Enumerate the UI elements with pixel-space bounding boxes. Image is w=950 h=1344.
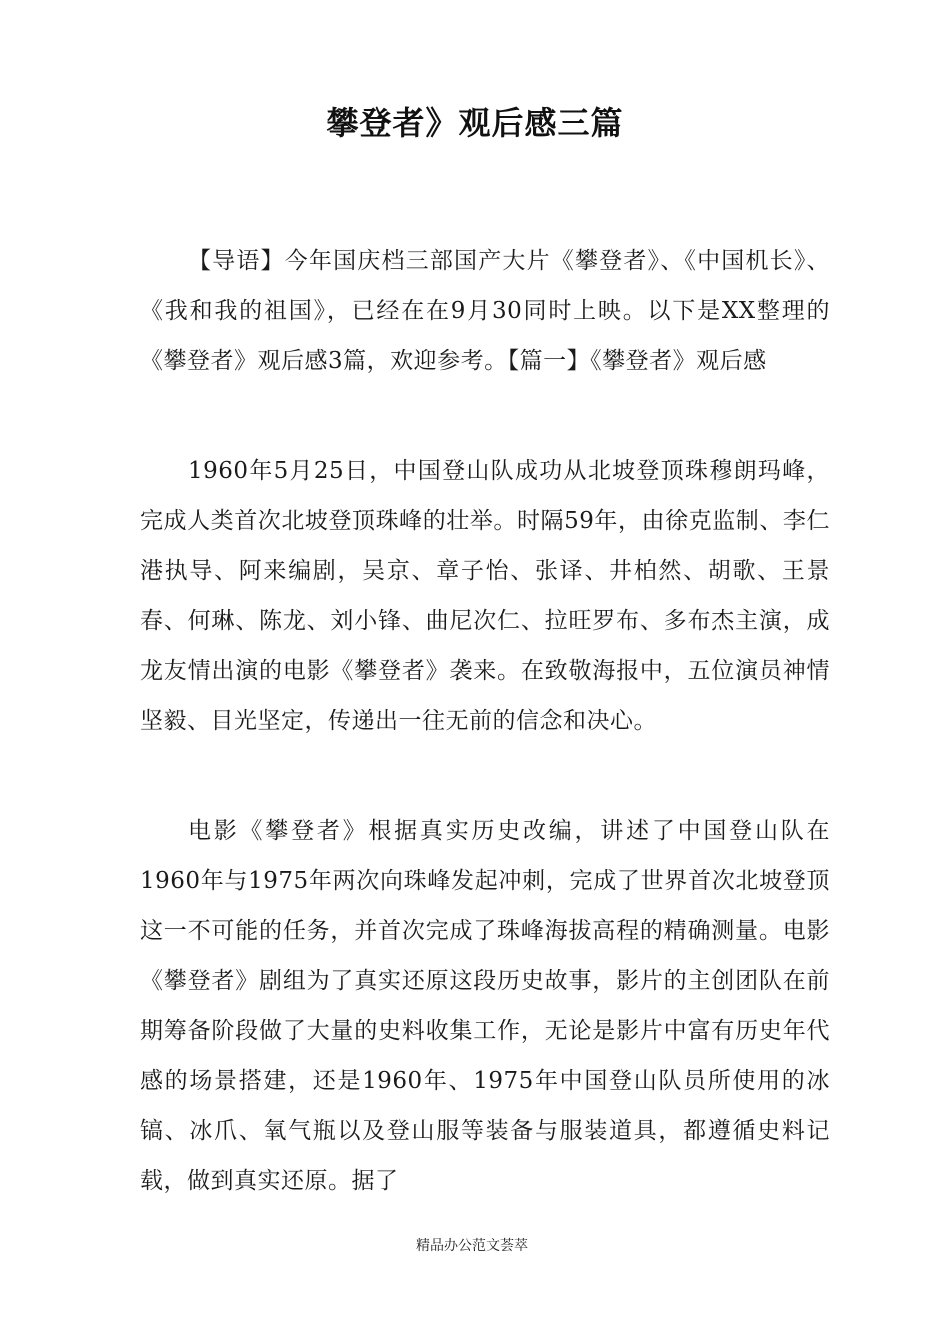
- document-title: 攀登者》观后感三篇: [326, 104, 624, 142]
- page-footer: 精品办公范文荟萃: [416, 1238, 528, 1254]
- body-paragraph-2: 电影《攀登者》根据真实历史改编，讲述了中国登山队在1960年与1975年两次向珠峰发起冲刺，完成了世界首次北坡登顶这一不可能的任务，并首次完成了珠峰海拔高程的精确测量。电影《攀登者》剧组为了真实还原这段历史故事，影片的主创团队在前期筹备阶段做了大量的史料收集工作，无论是影片中富有历史年代感的场景搭建，还是1960年、1975年中国登山队员所使用的冰镐、冰爪、氧气瓶以及登山服等装备与服装道具，都遵循史料记载，做到真实还原。据了: [140, 818, 830, 1194]
- body-paragraph-1: 1960年5月25日，中国登山队成功从北坡登顶珠穆朗玛峰，完成人类首次北坡登顶珠峰的壮举。时隔59年，由徐克监制、李仁港执导、阿来编剧，吴京、章子怡、张译、井柏然、胡歌、王景春、何琳、陈龙、刘小锋、曲尼次仁、拉旺罗布、多布杰主演，成龙友情出演的电影《攀登者》袭来。在致敬海报中，五位演员神情坚毅、目光坚定，传递出一往无前的信念和决心。: [140, 458, 830, 734]
- intro-paragraph: 【导语】今年国庆档三部国产大片《攀登者》、《中国机长》、《我和我的祖国》，已经在在9月30同时上映。以下是XX整理的《攀登者》观后感3篇，欢迎参考。【篇一】《攀登者》观后感: [140, 248, 830, 374]
